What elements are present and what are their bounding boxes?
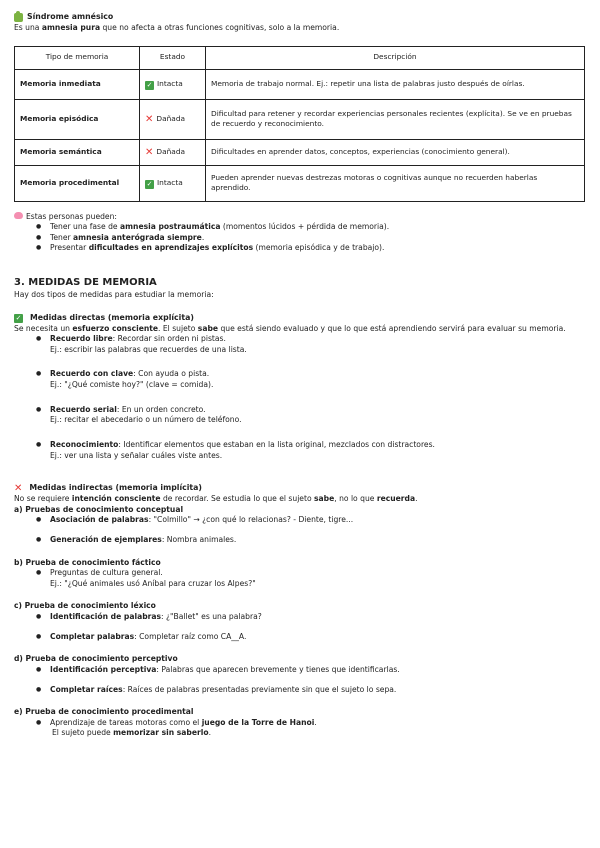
- direct-heading: [14, 313, 586, 324]
- example-text: Ej.: recitar el abecedario o un número de teléfono.: [50, 415, 242, 425]
- table-header-row: [15, 46, 585, 69]
- header-type: Tipo de memoria: [15, 46, 140, 69]
- list-item: ● Recuerdo con clave: Con ayuda o pista. Ej.: "¿Qué comiste hoy?" (clave = comida).: [50, 369, 586, 390]
- direct-intro: Se necesita un esfuerzo consciente. El sujeto sabe que está siendo evaluado y que lo que está aprendiendo servirá para evaluar su memoria.: [14, 323, 566, 333]
- list-item: ● Reconocimiento: Identificar elementos que estaban en la lista original, mezclados con distractores. Ej.: ver una lista y señalar cuáles viste antes.: [50, 440, 586, 461]
- indirect-heading: [14, 483, 586, 494]
- list-item: ● Recuerdo libre: Recordar sin orden ni pistas. Ej.: escribir las palabras que recuerdes de una lista.: [50, 334, 586, 355]
- subsection-e-list: [14, 718, 586, 729]
- direct-title: Medidas directas (memoria explícita): [30, 312, 194, 322]
- header-status: Estado: [140, 46, 206, 69]
- cross-icon: ✕: [14, 482, 23, 494]
- cell-type: Memoria semántica: [15, 139, 140, 165]
- header-description: Descripción: [206, 46, 585, 69]
- list-item: ● Tener amnesia anterógrada siempre.: [50, 233, 586, 244]
- cell-description: Memoria de trabajo normal. Ej.: repetir una lista de palabras justo después de oírlas.: [206, 69, 585, 99]
- cell-type: Memoria episódica: [15, 99, 140, 139]
- cross-icon: ✕: [145, 146, 154, 158]
- check-icon: ✓: [15, 313, 22, 322]
- list-item: ● Tener una fase de amnesia postraumática (momentos lúcidos + pérdida de memoria).: [50, 222, 586, 233]
- measures-intro: Hay dos tipos de medidas para estudiar la memoria:: [14, 290, 214, 300]
- cell-description: Pueden aprender nuevas destrezas motoras o cognitivas aunque no recuerden haberlas aprendido.: [206, 165, 585, 201]
- direct-list: [14, 334, 586, 461]
- list-item: ● Presentar dificultades en aprendizajes explícitos (memoria episódica y de trabajo).: [50, 243, 586, 254]
- subsection-c-title: c) Prueba de conocimiento léxico: [14, 601, 156, 611]
- cell-type: Memoria inmediata: [15, 69, 140, 99]
- subsection-a-list: [14, 515, 586, 545]
- subsection-e-title: e) Prueba de conocimiento procedimental: [14, 707, 194, 717]
- list-item: ● Asociación de palabras: "Colmillo" → ¿con qué lo relacionas? - Diente, tigre...: [50, 515, 586, 526]
- cell-status: ✓ Intacta: [140, 69, 206, 99]
- check-icon: ✓: [146, 179, 153, 188]
- persons-list: [14, 222, 586, 254]
- example-text: Ej.: escribir las palabras que recuerdes de una lista.: [50, 344, 247, 354]
- cross-icon: ✕: [145, 113, 154, 125]
- subsection-a-title: a) Pruebas de conocimiento conceptual: [14, 504, 184, 514]
- cell-status: ✕ Dañada: [140, 99, 206, 139]
- list-item: ● Identificación perceptiva: Palabras que aparecen brevemente y tienes que identificarlas.: [50, 665, 586, 676]
- amnesic-title: Síndrome amnésico: [27, 12, 114, 21]
- subsection-b-title: b) Prueba de conocimiento fáctico: [14, 557, 161, 567]
- example-text: Ej.: "¿Qué animales usó Aníbal para cruzar los Alpes?": [50, 578, 256, 588]
- amnesic-intro: Es una amnesia pura que no afecta a otras funciones cognitivas, solo a la memoria.: [14, 22, 340, 32]
- table-row: [15, 99, 585, 139]
- table-row: [15, 69, 585, 99]
- list-item: ● Aprendizaje de tareas motoras como el juego de la Torre de Hanoi.: [50, 718, 586, 729]
- check-icon: ✓: [146, 80, 153, 89]
- subsection-e-note: El sujeto puede memorizar sin saberlo.: [52, 728, 211, 738]
- memory-table: [14, 46, 585, 202]
- brain-icon: [14, 212, 23, 219]
- cell-status: ✓ Intacta: [140, 165, 206, 201]
- cell-description: Dificultad para retener y recordar experiencias personales recientes (explícita). Se ve en pruebas de recuerdo y reconocimiento.: [206, 99, 585, 139]
- subsection-d-list: [14, 665, 586, 695]
- list-item: ● Completar palabras: Completar raíz como CA__A.: [50, 632, 586, 643]
- cell-description: Dificultades en aprender datos, conceptos, experiencias (conocimiento general).: [206, 139, 585, 165]
- amnesic-heading: [14, 12, 586, 23]
- table-row: [15, 139, 585, 165]
- puzzle-icon: [14, 13, 23, 22]
- document-page: [14, 12, 586, 739]
- example-text: Ej.: "¿Qué comiste hoy?" (clave = comida).: [50, 380, 214, 390]
- table-row: [15, 165, 585, 201]
- example-text: Ej.: ver una lista y señalar cuáles viste antes.: [50, 450, 223, 460]
- cell-status: ✕ Dañada: [140, 139, 206, 165]
- persons-title: Estas personas pueden:: [14, 212, 586, 223]
- indirect-intro: No se requiere intención consciente de recordar. Se estudia lo que el sujeto sabe, no lo que recuerda.: [14, 494, 418, 504]
- list-item: ● Identificación de palabras: ¿"Ballet" es una palabra?: [50, 612, 586, 623]
- subsection-c-list: [14, 612, 586, 642]
- cell-type: Memoria procedimental: [15, 165, 140, 201]
- subsection-b-list: [14, 568, 586, 589]
- indirect-title: Medidas indirectas (memoria implícita): [29, 483, 202, 493]
- list-item: ● Recuerdo serial: En un orden concreto. Ej.: recitar el abecedario o un número de teléfono.: [50, 405, 586, 426]
- list-item: ● Preguntas de cultura general. Ej.: "¿Qué animales usó Aníbal para cruzar los Alpes?": [50, 568, 586, 589]
- subsection-d-title: d) Prueba de conocimiento perceptivo: [14, 654, 178, 664]
- list-item: ● Generación de ejemplares: Nombra animales.: [50, 535, 586, 546]
- section-title: 3. MEDIDAS DE MEMORIA: [14, 277, 157, 289]
- persons-block: [14, 212, 586, 255]
- list-item: ● Completar raíces: Raíces de palabras presentadas previamente sin que el sujeto lo sepa.: [50, 685, 586, 696]
